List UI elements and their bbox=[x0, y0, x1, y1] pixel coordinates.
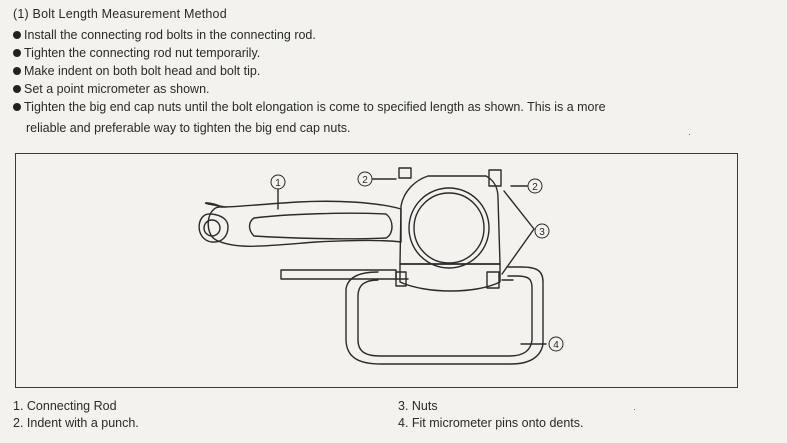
section-heading: (1) Bolt Length Measurement Method bbox=[13, 7, 227, 21]
procedure-steps bbox=[13, 26, 606, 116]
legend-item-4: 4. Fit micrometer pins onto dents. bbox=[398, 416, 584, 430]
figure-frame bbox=[15, 153, 738, 388]
legend-item-2: 2. Indent with a punch. bbox=[13, 416, 139, 430]
step-text: Make indent on both bolt head and bolt tip. bbox=[24, 64, 261, 78]
big-end-inner-bore bbox=[414, 193, 484, 263]
micrometer-frame-outer bbox=[346, 267, 543, 364]
legend-item-3: 3. Nuts bbox=[398, 399, 438, 413]
bullet-icon bbox=[13, 103, 21, 111]
leader-line-3 bbox=[502, 191, 534, 274]
step-item bbox=[13, 26, 606, 44]
connecting-rod-diagram bbox=[16, 154, 739, 389]
step-continuation: reliable and preferable way to tighten the big end cap nuts. bbox=[26, 121, 351, 135]
step-item bbox=[13, 62, 606, 80]
connecting-rod-outline bbox=[206, 201, 401, 246]
bolt-head-left bbox=[399, 168, 411, 178]
scan-speck: · bbox=[633, 404, 636, 414]
step-text: Tighten the big end cap nuts until the bolt elongation is come to specified length as shown. This is a more bbox=[24, 100, 606, 114]
step-text: Install the connecting rod bolts in the connecting rod. bbox=[24, 28, 316, 42]
micrometer-spindle bbox=[281, 270, 396, 279]
big-end-outer-bore bbox=[409, 188, 489, 268]
micrometer-frame-inner bbox=[358, 276, 532, 356]
callout-label: 4 bbox=[553, 340, 559, 351]
callout-label: 2 bbox=[532, 182, 538, 193]
callout-label: 1 bbox=[275, 178, 281, 189]
bullet-icon bbox=[13, 85, 21, 93]
scan-speck: · bbox=[688, 129, 691, 139]
legend-item-1: 1. Connecting Rod bbox=[13, 399, 117, 413]
step-item bbox=[13, 98, 606, 116]
step-item bbox=[13, 44, 606, 62]
step-text: Tighten the connecting rod nut temporarily. bbox=[24, 46, 261, 60]
callout-label: 2 bbox=[362, 175, 368, 186]
step-item bbox=[13, 80, 606, 98]
shank-recess bbox=[250, 213, 393, 239]
bullet-icon bbox=[13, 49, 21, 57]
callout-label: 3 bbox=[539, 227, 545, 238]
step-text: Set a point micrometer as shown. bbox=[24, 82, 210, 96]
small-end-bore bbox=[204, 220, 220, 236]
bullet-icon bbox=[13, 31, 21, 39]
bullet-icon bbox=[13, 67, 21, 75]
